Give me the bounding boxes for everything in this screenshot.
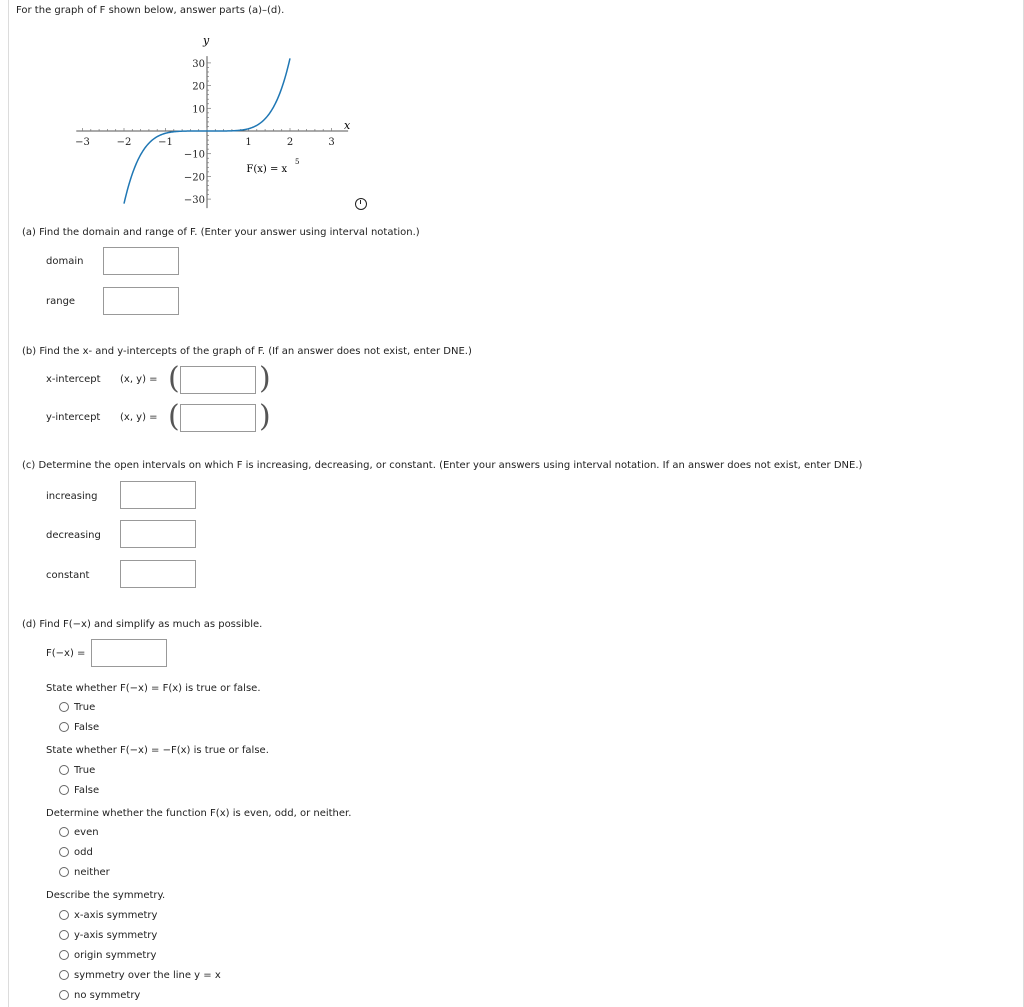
graph-ticks xyxy=(75,59,335,206)
constant-label: constant xyxy=(46,570,90,581)
range-label: range xyxy=(46,296,76,307)
q4-option-line-y-x[interactable]: symmetry over the line y = x xyxy=(59,968,221,982)
q1-prompt: State whether F(−x) = F(x) is true or false. xyxy=(46,683,261,694)
y-tick-label: 10 xyxy=(192,104,205,116)
fneg-label: F(−x) = xyxy=(46,648,86,659)
domain-input[interactable] xyxy=(103,247,179,275)
y-intercept-xy-label: (x, y) = xyxy=(120,412,158,423)
q4-option-none[interactable]: no symmetry xyxy=(59,988,140,1002)
part-d-prompt: (d) Find F(−x) and simplify as much as possible. xyxy=(22,619,263,630)
part-b-prompt: (b) Find the x- and y-intercepts of the graph of F. (If an answer does not exist, enter DNE.) xyxy=(22,346,472,357)
decreasing-input[interactable] xyxy=(120,520,196,548)
q1-option-true[interactable]: True xyxy=(59,700,95,714)
increasing-label: increasing xyxy=(46,491,98,502)
graph-axes xyxy=(76,56,348,208)
constant-input[interactable] xyxy=(120,560,196,588)
radio-button[interactable] xyxy=(59,950,69,960)
radio-button[interactable] xyxy=(59,702,69,712)
radio-button[interactable] xyxy=(59,785,69,795)
y-tick-label: −10 xyxy=(183,149,205,161)
intro-text: For the graph of F shown below, answer parts (a)–(d). xyxy=(16,5,285,16)
x-tick-label: 3 xyxy=(328,137,335,148)
part-c-prompt: (c) Determine the open intervals on which F is increasing, decreasing, or constant. (Enter your answers using interval notation. If an answer does not exist, enter DNE.) xyxy=(22,460,863,471)
x-intercept-xy-label: (x, y) = xyxy=(120,374,158,385)
q2-option-true[interactable]: True xyxy=(59,763,95,777)
increasing-input[interactable] xyxy=(120,481,196,509)
q4-prompt: Describe the symmetry. xyxy=(46,890,166,901)
q1-option-false[interactable]: False xyxy=(59,720,99,734)
y-intercept-left-paren: ( xyxy=(168,399,180,434)
decreasing-label: decreasing xyxy=(46,530,101,541)
function-graph xyxy=(60,30,360,215)
fneg-input[interactable] xyxy=(91,639,167,667)
y-intercept-label: y-intercept xyxy=(46,412,101,423)
x-intercept-left-paren: ( xyxy=(168,361,180,396)
y-tick-label: 20 xyxy=(192,81,205,93)
y-tick-label: 30 xyxy=(192,58,205,70)
x-tick-label: −2 xyxy=(116,137,132,148)
q3-prompt: Determine whether the function F(x) is even, odd, or neither. xyxy=(46,808,352,819)
function-exponent: 5 xyxy=(294,157,300,166)
x-intercept-label: x-intercept xyxy=(46,374,101,385)
x-axis-label: x xyxy=(343,119,351,132)
radio-button[interactable] xyxy=(59,827,69,837)
x-tick-label: −3 xyxy=(75,137,90,148)
y-tick-label: −30 xyxy=(183,195,205,207)
q4-option-origin[interactable]: origin symmetry xyxy=(59,948,156,962)
q2-option-false[interactable]: False xyxy=(59,783,99,797)
y-axis-label: y xyxy=(203,34,210,47)
radio-button[interactable] xyxy=(59,722,69,732)
radio-button[interactable] xyxy=(59,990,69,1000)
radio-button[interactable] xyxy=(59,930,69,940)
q2-prompt: State whether F(−x) = −F(x) is true or false. xyxy=(46,745,269,756)
x-tick-label: 2 xyxy=(286,137,294,148)
y-intercept-input[interactable] xyxy=(180,404,256,432)
range-input[interactable] xyxy=(103,287,179,315)
info-icon[interactable] xyxy=(355,198,367,210)
radio-button[interactable] xyxy=(59,847,69,857)
radio-button[interactable] xyxy=(59,765,69,775)
radio-button[interactable] xyxy=(59,867,69,877)
x-tick-label: −1 xyxy=(158,137,173,148)
q4-option-x-axis[interactable]: x-axis symmetry xyxy=(59,908,157,922)
y-tick-label: −20 xyxy=(183,172,205,184)
radio-button[interactable] xyxy=(59,970,69,980)
q3-option-neither[interactable]: neither xyxy=(59,865,110,879)
x-intercept-input[interactable] xyxy=(180,366,256,394)
part-a-prompt: (a) Find the domain and range of F. (Enter your answer using interval notation.) xyxy=(22,227,420,238)
x-tick-label: 1 xyxy=(245,137,252,148)
y-intercept-right-paren: ) xyxy=(259,399,271,434)
x-intercept-right-paren: ) xyxy=(259,361,271,396)
domain-label: domain xyxy=(46,256,84,267)
q4-option-y-axis[interactable]: y-axis symmetry xyxy=(59,928,157,942)
q3-option-even[interactable]: even xyxy=(59,825,99,839)
radio-button[interactable] xyxy=(59,910,69,920)
function-label: F(x) = x xyxy=(246,163,288,175)
q3-option-odd[interactable]: odd xyxy=(59,845,93,859)
